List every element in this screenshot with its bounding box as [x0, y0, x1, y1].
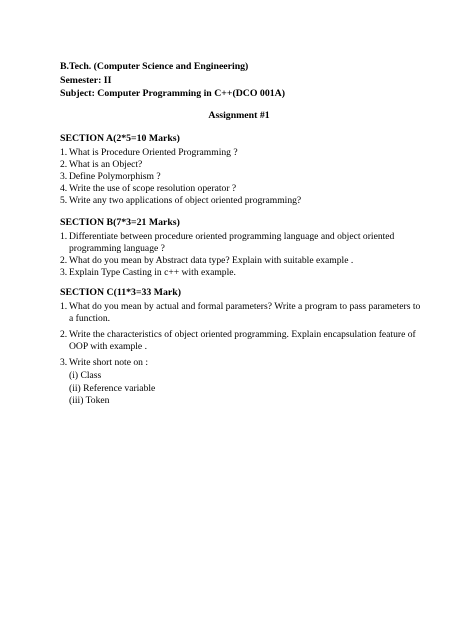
- assignment-title: Assignment #1: [208, 110, 270, 121]
- semester-line: Semester: II: [60, 74, 112, 86]
- question-item: [60, 267, 424, 279]
- section-c: [60, 287, 424, 408]
- question-item: [60, 301, 424, 325]
- question-number: 1.: [60, 301, 68, 312]
- question-number: 2.: [60, 329, 68, 340]
- question-item: [60, 231, 424, 255]
- question-item: [60, 147, 424, 159]
- question-text: What do you mean by Abstract data type? Explain with suitable example .: [69, 255, 354, 266]
- question-text: Define Polymorphism ?: [69, 171, 161, 182]
- question-text: What is an Object?: [69, 159, 143, 170]
- question-number: 3.: [60, 267, 68, 278]
- question-item: [60, 255, 424, 267]
- question-text: Write any two applications of object oriented programming?: [69, 195, 302, 206]
- question-number: 3.: [60, 171, 68, 182]
- question-number: 1.: [60, 147, 68, 158]
- question-item: [60, 195, 424, 207]
- question-text: What is Procedure Oriented Programming ?: [69, 147, 238, 158]
- question-text: Write short note on :: [69, 357, 149, 368]
- question-text: Write the characteristics of object oriented programming. Explain encapsulation feature of OOP with example .: [69, 329, 416, 352]
- question-text: Differentiate between procedure oriented programming language and object oriented programming language ?: [69, 231, 395, 254]
- section-b-title: SECTION B(7*3=21 Marks): [60, 217, 180, 228]
- section-c-title: SECTION C(11*3=33 Mark): [60, 287, 181, 298]
- short-note-item: (ii) Reference variable: [69, 382, 156, 394]
- question-number: 3.: [60, 357, 68, 368]
- question-item: [60, 329, 424, 353]
- question-item: [60, 171, 424, 183]
- question-number: 2.: [60, 159, 68, 170]
- question-number: 4.: [60, 183, 68, 194]
- question-text: Explain Type Casting in c++ with example.: [69, 267, 236, 278]
- question-text: Write the use of scope resolution operator ?: [69, 183, 237, 194]
- question-item: [60, 159, 424, 171]
- question-item: [60, 183, 424, 195]
- document-header: [60, 60, 285, 101]
- subject-line: Subject: Computer Programming in C++(DCO 001A): [60, 88, 285, 99]
- question-number: 2.: [60, 255, 68, 266]
- short-note-item: (i) Class: [69, 370, 102, 381]
- question-item: [60, 357, 424, 369]
- section-a-title: SECTION A(2*5=10 Marks): [60, 133, 180, 144]
- question-number: 1.: [60, 231, 68, 242]
- question-text: What do you mean by actual and formal parameters? Write a program to pass parameters to a function.: [69, 301, 421, 324]
- short-note-item: (iii) Token: [69, 395, 110, 406]
- section-b: [60, 217, 424, 279]
- section-a: [60, 133, 424, 207]
- program-line: B.Tech. (Computer Science and Engineering): [60, 61, 249, 72]
- question-number: 5.: [60, 195, 68, 206]
